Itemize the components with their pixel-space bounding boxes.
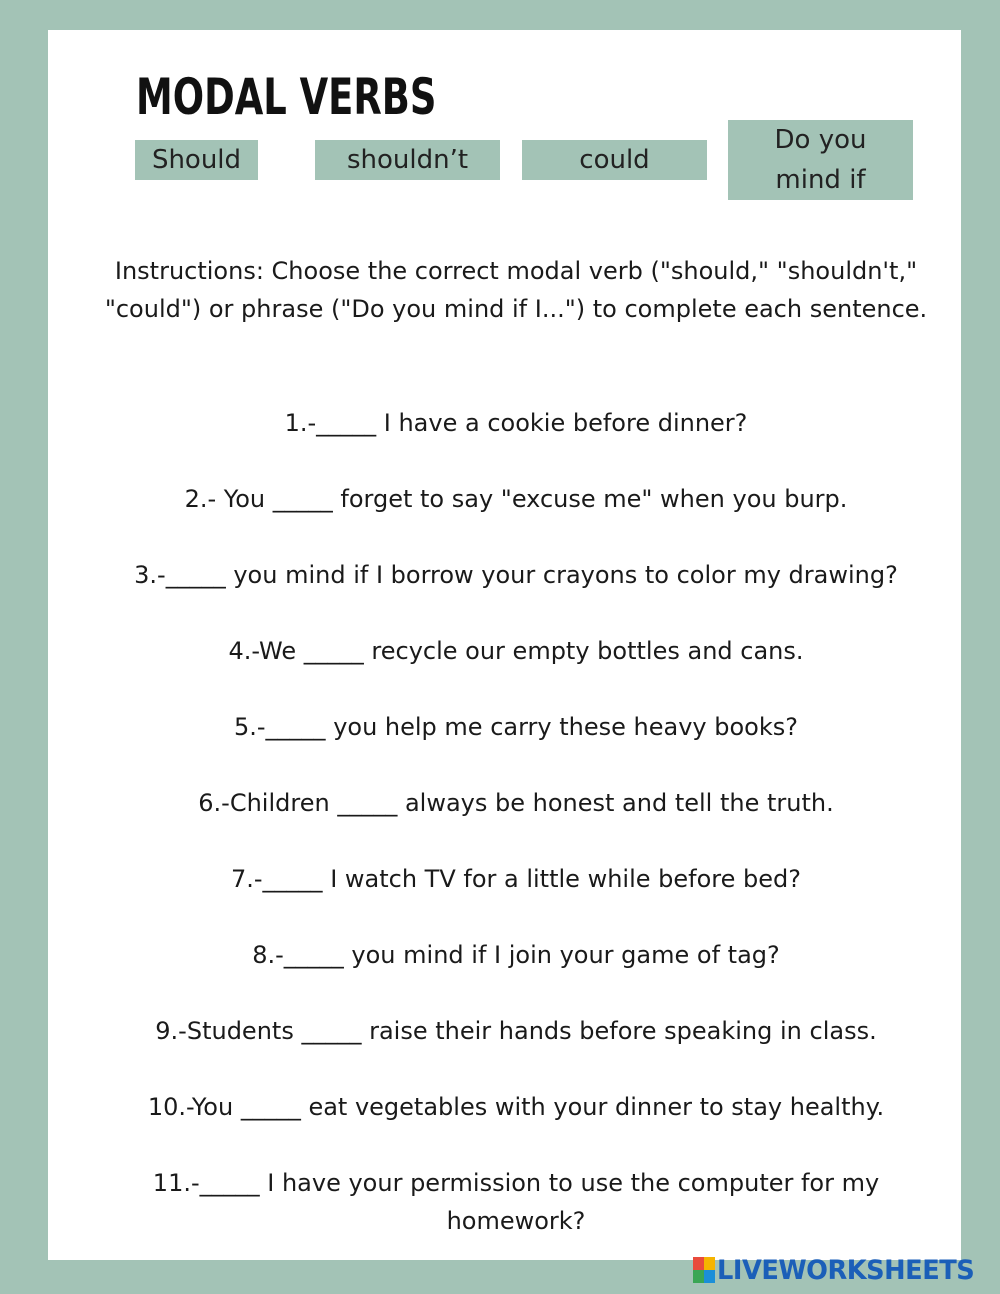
liveworksheets-logo-icon	[693, 1257, 715, 1283]
liveworksheets-wordmark: LIVEWORKSHEETS	[717, 1254, 975, 1286]
liveworksheets-brand	[693, 1255, 988, 1285]
worksheet-title: MODAL VERBS	[136, 68, 437, 126]
word-bank-could-label: could	[579, 145, 650, 175]
question-10: 10.-You _____ eat vegetables with your dinner to stay healthy.	[147, 1093, 885, 1121]
word-bank-mind-line2: mind if	[775, 165, 866, 195]
question-8: 8.-_____ you mind if I join your game of tag?	[252, 941, 780, 969]
question-2: 2.- You _____ forget to say "excuse me" when you burp.	[184, 485, 848, 513]
instructions-text: Instructions: Choose the correct modal verb ("should," "shouldn't," "could") or phrase ("Do you mind if I...") to complete each sentence.	[104, 257, 928, 323]
word-bank-should	[135, 140, 258, 180]
question-5: 5.-_____ you help me carry these heavy books?	[234, 713, 798, 741]
word-bank-could	[522, 140, 707, 180]
question-11: 11.-_____ I have your permission to use the computer for my homework?	[152, 1169, 880, 1235]
question-3: 3.-_____ you mind if I borrow your crayons to color my drawing?	[134, 561, 898, 589]
question-1: 1.-_____ I have a cookie before dinner?	[284, 409, 748, 437]
question-7: 7.-_____ I watch TV for a little while before bed?	[231, 865, 801, 893]
question-4: 4.-We _____ recycle our empty bottles and cans.	[228, 637, 804, 665]
word-bank-mind-line1: Do you	[774, 125, 867, 155]
word-bank-shouldnt-label: shouldn’t	[346, 145, 469, 175]
question-9: 9.-Students _____ raise their hands before speaking in class.	[155, 1017, 877, 1045]
word-bank-should-label: Should	[151, 145, 242, 175]
word-bank-do-you-mind-if	[728, 120, 913, 200]
question-6: 6.-Children _____ always be honest and tell the truth.	[198, 789, 834, 817]
word-bank-shouldnt	[315, 140, 500, 180]
